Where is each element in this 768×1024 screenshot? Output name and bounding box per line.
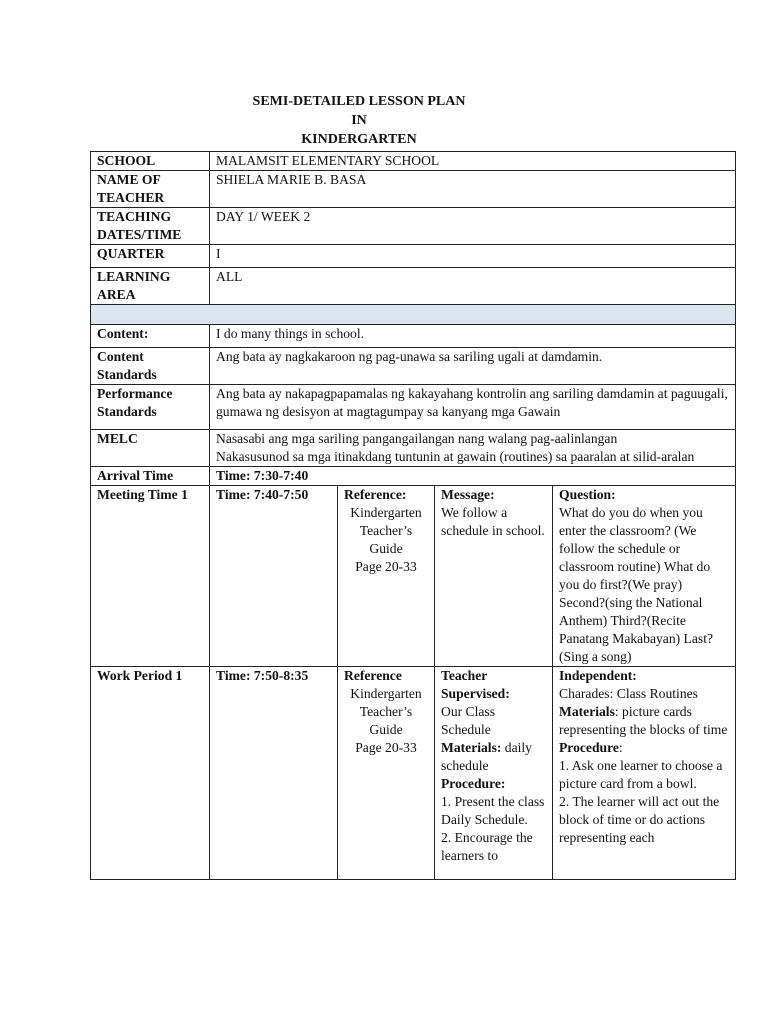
learning-area-value: ALL bbox=[210, 268, 736, 305]
title-line-1: SEMI-DETAILED LESSON PLAN bbox=[252, 94, 466, 109]
title-line-2: IN bbox=[351, 113, 367, 128]
teacher-label: NAME OF TEACHER bbox=[91, 171, 210, 208]
meeting-time: Time: 7:40-7:50 bbox=[210, 486, 338, 667]
dates-value: DAY 1/ WEEK 2 bbox=[210, 208, 736, 245]
independent-procedure bbox=[559, 739, 729, 757]
ind-procedure-label: Procedure bbox=[559, 740, 619, 755]
school-value: MALAMSIT ELEMENTARY SCHOOL bbox=[210, 152, 736, 171]
meeting-question-text: What do you do when you enter the classroom? (We follow the schedule or classroom routine) What do you do first?(We pray) Second?(sing the National Anthem) Third?(Recite Panatang Makabayan) Last?(Sing a song) bbox=[559, 505, 713, 664]
content-value: I do many things in school. bbox=[210, 325, 736, 348]
meeting-reference bbox=[338, 486, 435, 667]
independent-materials bbox=[559, 703, 729, 739]
ind-materials-text: : picture cards representing the blocks of time bbox=[559, 704, 728, 737]
melc-line-2: Nakasusunod sa mga itinakdang tuntunin at gawain (routines) sa paaralan at silid-aralan bbox=[216, 449, 695, 464]
teacher-supervised-cell bbox=[435, 667, 553, 880]
ind-step-1: 1. Ask one learner to choose a picture card from a bowl. bbox=[559, 758, 723, 791]
content-standards-label: Content Standards bbox=[91, 348, 210, 385]
work-period-time: Time: 7:50-8:35 bbox=[210, 667, 338, 880]
learning-area-row bbox=[91, 268, 736, 305]
ind-procedure-colon: : bbox=[618, 740, 623, 755]
arrival-time: Time: 7:30-7:40 bbox=[210, 467, 736, 486]
work-reference-text: Kindergarten Teacher’s Guide bbox=[350, 686, 422, 737]
work-period-row bbox=[91, 667, 736, 880]
ts-procedure-label: Procedure: bbox=[441, 776, 506, 791]
arrival-row bbox=[91, 467, 736, 486]
meeting-message-label: Message: bbox=[441, 487, 495, 502]
performance-standards-row bbox=[91, 385, 736, 430]
teacher-supervised-label: Teacher Supervised: bbox=[441, 668, 510, 701]
melc-row bbox=[91, 430, 736, 467]
meeting-question-label: Question: bbox=[559, 487, 616, 502]
ts-step-2: 2. Encourage the learners to bbox=[441, 830, 533, 863]
ind-materials-label: Materials bbox=[559, 704, 615, 719]
work-period-reference bbox=[338, 667, 435, 880]
content-standards-value: Ang bata ay nagkakaroon ng pag-unawa sa sariling ugali at damdamin. bbox=[210, 348, 736, 385]
teacher-supervised-text: Our Class Schedule bbox=[441, 704, 495, 737]
melc-line-1: Nasasabi ang mga sariling pangangailangan nang walang pag-aalinlangan bbox=[216, 431, 618, 446]
lesson-plan-table bbox=[90, 151, 736, 880]
ts-materials-label: Materials: bbox=[441, 740, 502, 755]
section-band-cell bbox=[91, 305, 736, 325]
meeting-question bbox=[553, 486, 736, 667]
meeting-reference-text: Kindergarten Teacher’s Guide bbox=[350, 505, 422, 556]
title-line-3: KINDERGARTEN bbox=[301, 132, 417, 147]
school-label: SCHOOL bbox=[91, 152, 210, 171]
arrival-label: Arrival Time bbox=[91, 467, 210, 486]
teacher-row bbox=[91, 171, 736, 208]
meeting-row bbox=[91, 486, 736, 667]
quarter-value: I bbox=[210, 245, 736, 268]
teacher-supervised-content bbox=[441, 667, 546, 879]
melc-value bbox=[210, 430, 736, 467]
work-reference-label: Reference bbox=[344, 668, 402, 683]
independent-label: Independent: bbox=[559, 668, 637, 683]
document-title bbox=[0, 92, 718, 149]
ind-step-2: 2. The learner will act out the block of time or do actions representing each bbox=[559, 794, 720, 845]
melc-label: MELC bbox=[91, 430, 210, 467]
ts-step-1: 1. Present the class Daily Schedule. bbox=[441, 794, 545, 827]
dates-label: TEACHING DATES/TIME bbox=[91, 208, 210, 245]
quarter-row bbox=[91, 245, 736, 268]
meeting-reference-label: Reference: bbox=[344, 487, 407, 502]
content-standards-row bbox=[91, 348, 736, 385]
work-reference-page: Page 20-33 bbox=[355, 740, 417, 755]
meeting-message-text: We follow a schedule in school. bbox=[441, 505, 545, 538]
work-period-label: Work Period 1 bbox=[91, 667, 210, 880]
performance-standards-value: Ang bata ay nakapagpapamalas ng kakayahang kontrolin ang sariling damdamin at paguugali, gumawa ng desisyon at magtagumpay sa kanyang mga Gawain bbox=[210, 385, 736, 430]
content-row bbox=[91, 325, 736, 348]
independent-text: Charades: Class Routines bbox=[559, 686, 698, 701]
learning-area-label: LEARNING AREA bbox=[91, 268, 210, 305]
school-row bbox=[91, 152, 736, 171]
meeting-message bbox=[435, 486, 553, 667]
section-band bbox=[91, 305, 736, 325]
independent-cell bbox=[553, 667, 736, 880]
performance-standards-label: Performance Standards bbox=[91, 385, 210, 430]
independent-content bbox=[559, 667, 729, 879]
teacher-value: SHIELA MARIE B. BASA bbox=[210, 171, 736, 208]
meeting-label: Meeting Time 1 bbox=[91, 486, 210, 667]
teacher-supervised-materials bbox=[441, 739, 546, 775]
meeting-reference-page: Page 20-33 bbox=[355, 559, 417, 574]
content-label: Content: bbox=[91, 325, 210, 348]
ts-materials-text: daily schedule bbox=[441, 740, 532, 773]
quarter-label: QUARTER bbox=[91, 245, 210, 268]
dates-row bbox=[91, 208, 736, 245]
